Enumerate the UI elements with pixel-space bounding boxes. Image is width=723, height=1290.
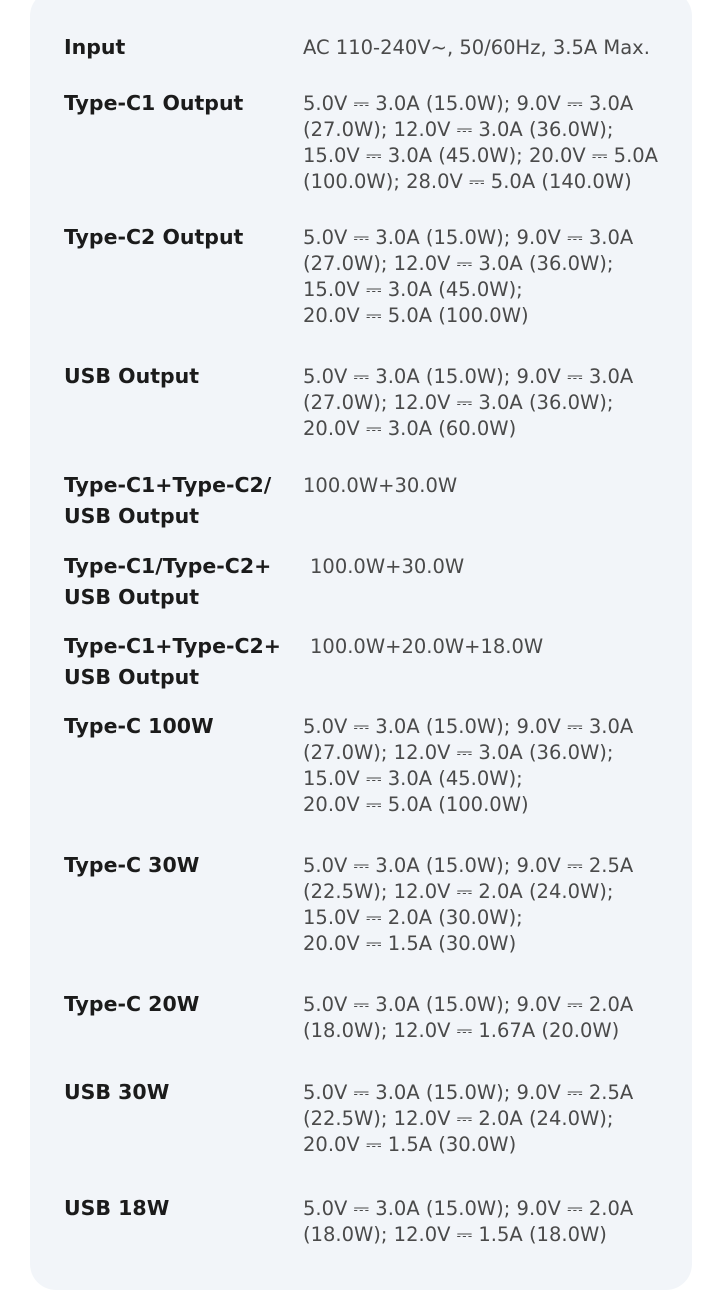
- spec-label: Type-C2 Output: [64, 225, 244, 249]
- spec-value: 5.0V ⎓ 3.0A (15.0W); 9.0V ⎓ 3.0A (27.0W); 12.0V ⎓ 3.0A (36.0W); 15.0V ⎓ 3.0A (45.0W); 20.0V ⎓ 5.0A (100.0W): [303, 226, 634, 327]
- spec-label: USB 18W: [64, 1196, 170, 1220]
- spec-label: Type-C1 Output: [64, 91, 244, 115]
- spec-value: 100.0W+20.0W+18.0W: [310, 635, 544, 658]
- spec-label: Type-C 30W: [64, 853, 200, 877]
- spec-value: 5.0V ⎓ 3.0A (15.0W); 9.0V ⎓ 2.0A (18.0W); 12.0V ⎓ 1.67A (20.0W): [303, 993, 634, 1042]
- spec-value: 5.0V ⎓ 3.0A (15.0W); 9.0V ⎓ 2.0A (18.0W); 12.0V ⎓ 1.5A (18.0W): [303, 1197, 634, 1246]
- spec-label: USB 30W: [64, 1080, 170, 1104]
- spec-value: 5.0V ⎓ 3.0A (15.0W); 9.0V ⎓ 2.5A (22.5W); 12.0V ⎓ 2.0A (24.0W); 20.0V ⎓ 1.5A (30.0W): [303, 1081, 634, 1156]
- spec-value: AC 110-240V~, 50/60Hz, 3.5A Max.: [303, 36, 650, 59]
- spec-value: 5.0V ⎓ 3.0A (15.0W); 9.0V ⎓ 3.0A (27.0W); 12.0V ⎓ 3.0A (36.0W); 20.0V ⎓ 3.0A (60.0W): [303, 365, 634, 440]
- spec-label: Type-C1+Type-C2+ USB Output: [64, 634, 281, 689]
- spec-value: 100.0W+30.0W: [310, 555, 465, 578]
- spec-label: Type-C 20W: [64, 992, 200, 1016]
- spec-value: 5.0V ⎓ 3.0A (15.0W); 9.0V ⎓ 3.0A (27.0W); 12.0V ⎓ 3.0A (36.0W); 15.0V ⎓ 3.0A (45.0W); 20.0V ⎓ 5.0A (100.0W): [303, 715, 634, 816]
- spec-label: Input: [64, 35, 126, 59]
- spec-label: Type-C1/Type-C2+ USB Output: [64, 554, 272, 609]
- spec-label: Type-C1+Type-C2/ USB Output: [64, 473, 272, 528]
- spec-value: 5.0V ⎓ 3.0A (15.0W); 9.0V ⎓ 3.0A (27.0W); 12.0V ⎓ 3.0A (36.0W); 15.0V ⎓ 3.0A (45.0W); 20.0V ⎓ 5.0A (100.0W); 28.0V ⎓ 5.0A (140.0W): [303, 92, 659, 193]
- spec-label: Type-C 100W: [64, 714, 214, 738]
- spec-label: USB Output: [64, 364, 200, 388]
- spec-value: 5.0V ⎓ 3.0A (15.0W); 9.0V ⎓ 2.5A (22.5W); 12.0V ⎓ 2.0A (24.0W); 15.0V ⎓ 2.0A (30.0W); 20.0V ⎓ 1.5A (30.0W): [303, 854, 634, 955]
- spec-value: 100.0W+30.0W: [303, 474, 458, 497]
